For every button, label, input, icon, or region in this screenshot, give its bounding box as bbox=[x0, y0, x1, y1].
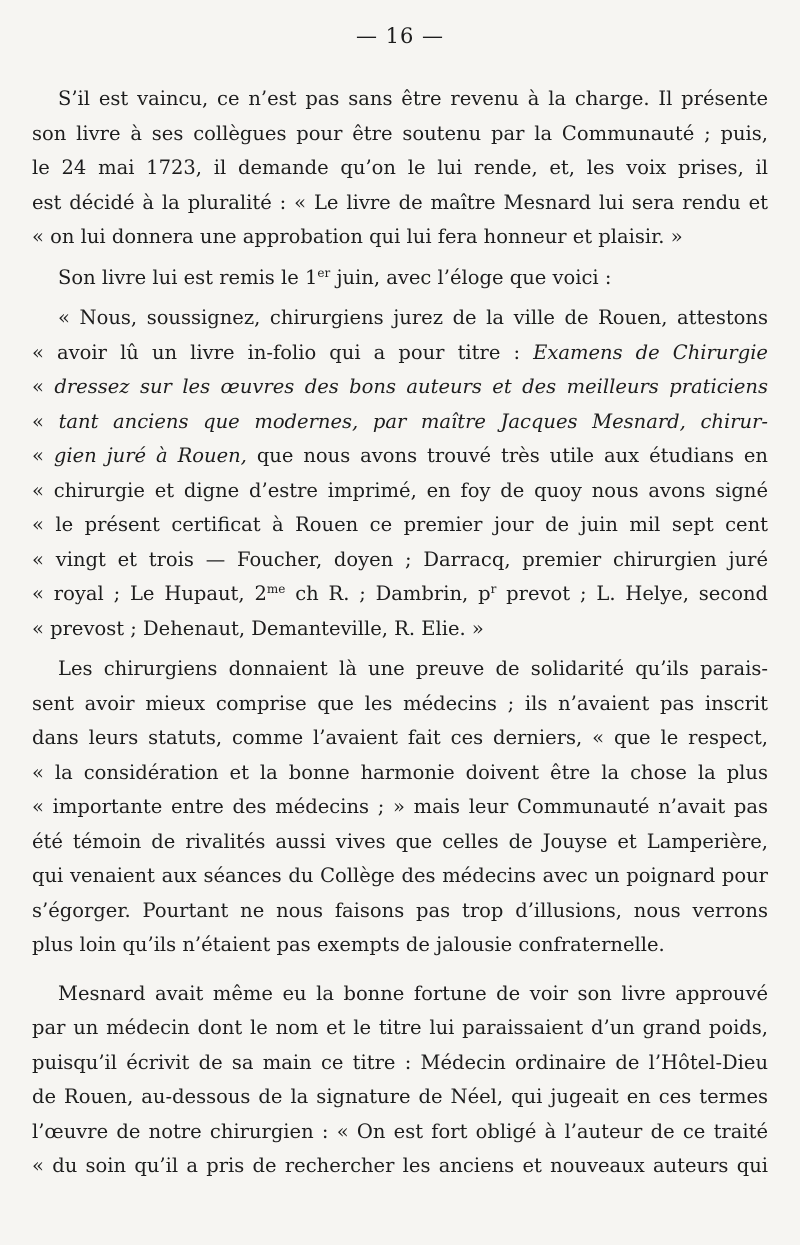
text-line: « prevost ; Dehenaut, Demanteville, R. Elie. » bbox=[32, 616, 484, 640]
superscript: r bbox=[490, 582, 497, 596]
text-segment: « avoir lû un livre in-folio qui a pour titre : bbox=[32, 340, 534, 364]
text-segment: « royal ; Le Hupaut, 2 bbox=[32, 582, 267, 605]
text-line: « on lui donnera une approbation qui lui fera honneur et plaisir. » bbox=[32, 225, 683, 248]
text-segment: « bbox=[32, 409, 59, 433]
page-number: — 16 — bbox=[355, 24, 445, 48]
italic-segment: gien juré à Rouen, bbox=[53, 444, 247, 467]
text-segment: prevot ; L. Helye, second bbox=[496, 582, 768, 605]
text-line: de Rouen, au-dessous de la signature de Néel, qui jugeait en ces termes bbox=[32, 1085, 768, 1108]
text-line: dans leurs statuts, comme l’avaient fait ces derniers, « que le respect, bbox=[32, 726, 768, 749]
text-line: par un médecin dont le nom et le titre lui paraissaient d’un grand poids, bbox=[32, 1016, 768, 1039]
text-line: s’égorger. Pourtant ne nous faisons pas trop d’illusions, nous verrons bbox=[32, 898, 768, 922]
text-line: plus loin qu’ils n’étaient pas exempts de jalousie confraternelle. bbox=[32, 933, 665, 956]
text-line: été témoin de rivalités aussi vives que celles de Jouyse et Lamperière, bbox=[32, 829, 768, 853]
text-line bbox=[32, 405, 768, 440]
text-line: qui venaient aux séances du Collège des médecins avec un poignard pour bbox=[32, 864, 768, 887]
superscript: er bbox=[317, 265, 331, 280]
text-line: S’il est vaincu, ce n’est pas sans être revenu à la charge. Il présente bbox=[58, 87, 768, 110]
superscript: me bbox=[266, 582, 286, 596]
text-line: « vingt et trois — Foucher, doyen ; Darracq, premier chirurgien juré bbox=[32, 547, 768, 571]
text-line bbox=[32, 336, 768, 371]
text-line: « importante entre des médecins ; » mais leur Communauté n’avait pas bbox=[32, 795, 768, 818]
text-segment: Son livre lui est remis le 1 bbox=[58, 265, 318, 289]
text-segment: ch R. ; Dambrin, p bbox=[285, 582, 491, 605]
text-segment: juin, avec l’éloge que voici : bbox=[330, 265, 612, 289]
text-line: Mesnard avait même eu la bonne fortune de voir son livre approuvé bbox=[58, 981, 768, 1005]
text-line: Les chirurgiens donnaient là une preuve de solidarité qu’ils parais- bbox=[58, 657, 768, 680]
text-line: « le présent certificat à Rouen ce premier jour de juin mil sept cent bbox=[32, 513, 768, 536]
italic-segment: tant anciens que modernes, par maître Jacques Mesnard, chirur- bbox=[58, 409, 768, 433]
text-segment: que nous avons trouvé très utile aux étudians en bbox=[246, 444, 768, 467]
text-line bbox=[32, 577, 768, 612]
text-line: « la considération et la bonne harmonie doivent être la chose la plus bbox=[32, 760, 768, 784]
text-line: « Nous, soussignez, chirurgiens jurez de la ville de Rouen, attestons bbox=[58, 306, 768, 329]
text-line: puisqu’il écrivit de sa main ce titre : Médecin ordinaire de l’Hôtel-Dieu bbox=[32, 1050, 768, 1074]
text-segment: « bbox=[32, 444, 54, 467]
italic-segment: Examens de Chirurgie bbox=[533, 340, 768, 364]
text-line: le 24 mai 1723, il demande qu’on le lui rende, et, les voix prises, il bbox=[32, 156, 768, 179]
italic-segment: dressez sur les œuvres des bons auteurs et des meilleurs praticiens bbox=[54, 375, 768, 398]
body-text bbox=[32, 82, 768, 1184]
text-segment: « bbox=[32, 375, 55, 398]
text-line bbox=[32, 370, 768, 405]
text-line bbox=[32, 261, 768, 296]
text-line: est décidé à la pluralité : « Le livre de maître Mesnard lui sera rendu et bbox=[32, 190, 768, 214]
text-line: son livre à ses collègues pour être soutenu par la Communauté ; puis, bbox=[32, 121, 768, 145]
text-line: « du soin qu’il a pris de rechercher les anciens et nouveaux auteurs qui bbox=[32, 1154, 768, 1177]
text-line bbox=[32, 439, 768, 474]
text-line: « chirurgie et digne d’estre imprimé, en foy de quoy nous avons signé bbox=[32, 478, 768, 502]
text-line: l’œuvre de notre chirurgien : « On est fort obligé à l’auteur de ce traité bbox=[32, 1119, 768, 1143]
text-line: sent avoir mieux comprise que les médecins ; ils n’avaient pas inscrit bbox=[32, 691, 768, 715]
